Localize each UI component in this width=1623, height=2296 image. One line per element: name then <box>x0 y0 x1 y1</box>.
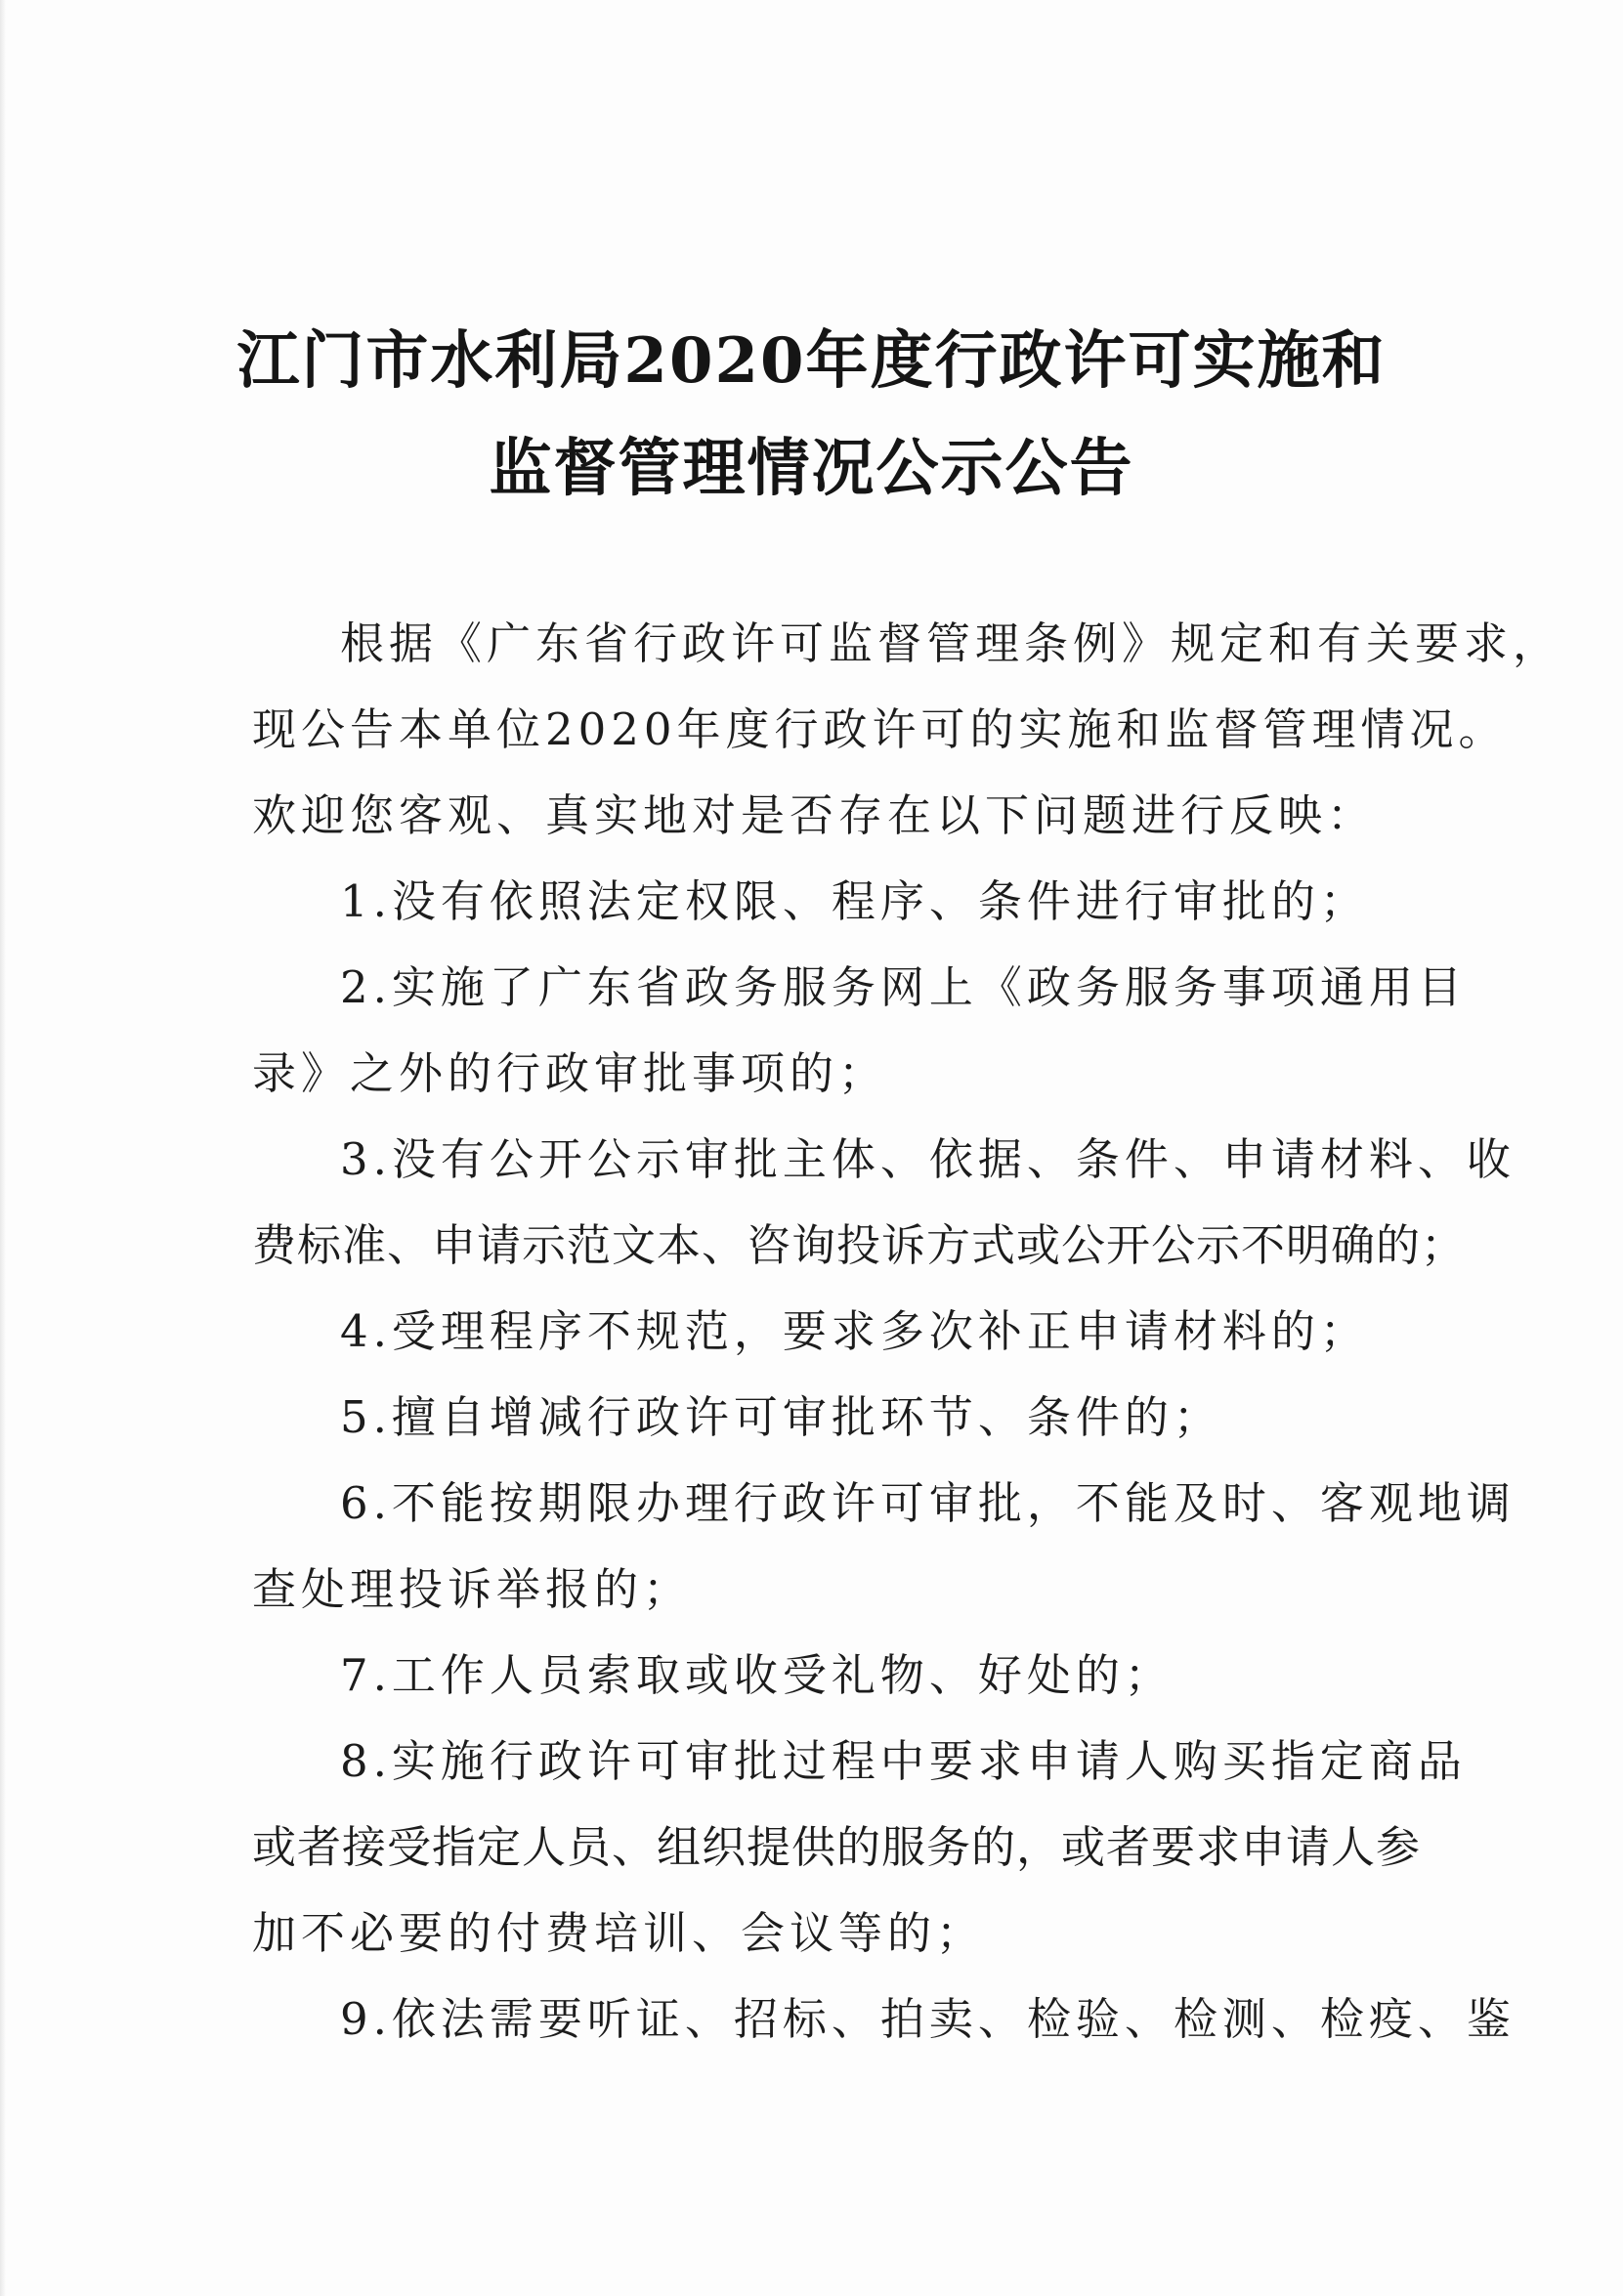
list-item-8-cont-2: 加不必要的付费培训、会议等的； <box>252 1907 986 1959</box>
list-item-8: 8.实施行政许可审批过程中要求申请人购买指定商品 <box>340 1735 1467 1787</box>
list-item-9: 9.依法需要听证、招标、拍卖、检验、检测、检疫、鉴 <box>340 1993 1516 2045</box>
body-line-intro-1: 根据《广东省行政许可监督管理条例》规定和有关要求， <box>340 617 1562 669</box>
document-title-line-2: 监督管理情况公示公告 <box>489 432 1134 505</box>
list-item-3-cont: 费标准、申请示范文本、咨询投诉方式或公开公示不明确的； <box>252 1219 1467 1271</box>
list-item-5: 5.擅自增减行政许可审批环节、条件的； <box>340 1391 1222 1443</box>
body-line-intro-2: 现公告本单位2020年度行政许可的实施和监督管理情况。 <box>252 703 1508 755</box>
list-item-3: 3.没有公开公示审批主体、依据、条件、申请材料、收 <box>340 1133 1516 1185</box>
list-item-6-cont: 查处理投诉举报的； <box>252 1563 693 1615</box>
list-item-7: 7.工作人员索取或收受礼物、好处的； <box>340 1649 1174 1701</box>
document-title-line-1: 江门市水利局2020年度行政许可实施和 <box>236 324 1387 398</box>
list-item-6: 6.不能按期限办理行政许可审批，不能及时、客观地调 <box>340 1477 1516 1529</box>
list-item-8-cont-1: 或者接受指定人员、组织提供的服务的，或者要求申请人参 <box>252 1821 1422 1873</box>
document-body <box>252 601 1562 2062</box>
list-item-4: 4.受理程序不规范，要求多次补正申请材料的； <box>340 1305 1369 1357</box>
list-item-2-cont: 录》之外的行政审批事项的； <box>252 1047 888 1099</box>
body-line-intro-3: 欢迎您客观、真实地对是否存在以下问题进行反映： <box>252 789 1377 841</box>
list-item-2: 2.实施了广东省政务服务网上《政务服务事项通用目 <box>340 961 1467 1013</box>
list-item-1: 1.没有依照法定权限、程序、条件进行审批的； <box>340 875 1369 927</box>
